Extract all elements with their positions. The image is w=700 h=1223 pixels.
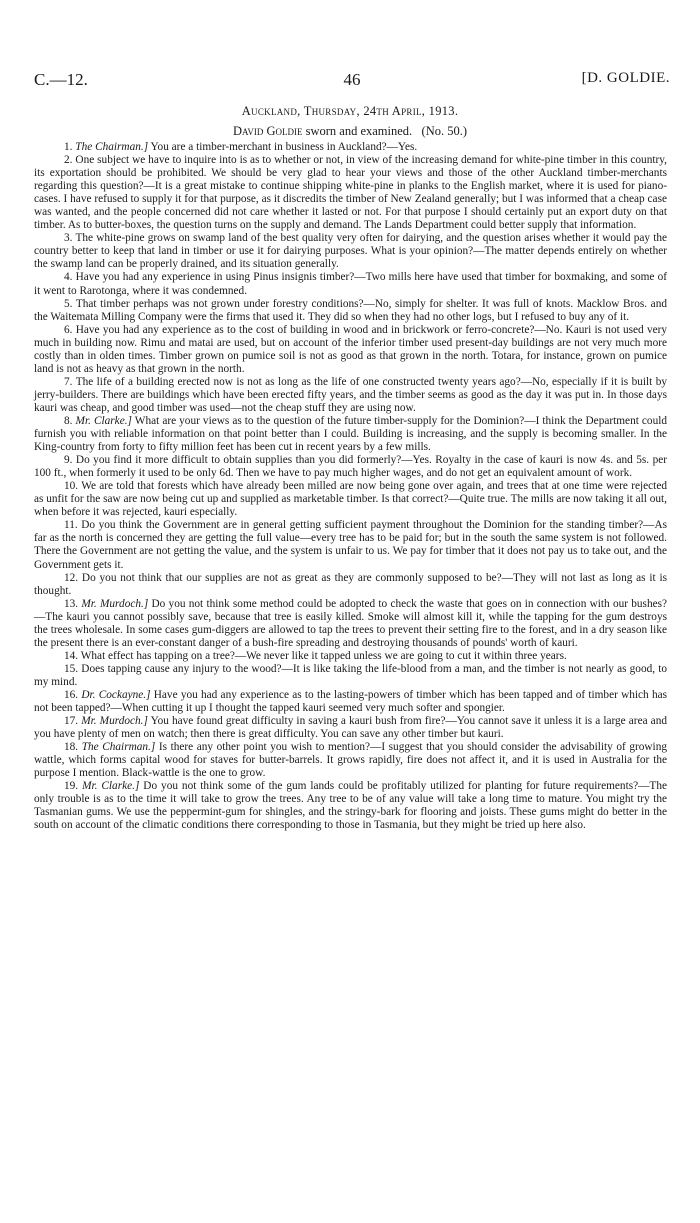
question-text: Have you had any experience in using Pinus insignis timber?—Two mills here have used that timber for boxmaking, and some of it went to Rarotonga, where it was condemned. [34,271,668,297]
question-paragraph [34,480,667,519]
question-text: That timber perhaps was not grown under forestry conditions?—No, simply for shelter. It was full of knots. Macklow Bros. and the Waitemata Milling Company were the firms that used it. They did so when they had no other logs, but I refused to buy any of it. [34,297,667,323]
question-paragraph [34,271,667,297]
question-number: 10. [64,480,82,493]
question-text: Have you had any experience as to the lasting-powers of timber which has been tapped and of timber which has not been tapped?—When cutting it up I thought the tapped kauri seemed very much softer and spongier. [34,688,668,715]
question-number: 15. [64,662,82,675]
question-number: 18. [64,741,82,754]
question-text: Does tapping cause any injury to the wood?—It is like taking the life-blood from a man, and the timber is not nearly as good, to my mind. [34,662,668,688]
question-paragraph [34,376,667,415]
question-text: You are a timber-merchant in business in Auckland?—Yes. [150,141,418,153]
question-paragraph [34,454,667,480]
evidence-body [34,141,667,832]
question-paragraph [34,650,667,663]
question-paragraph [34,741,667,780]
question-number: 6. [64,323,76,336]
question-number: 7. [64,375,76,388]
question-paragraph [34,519,667,571]
question-text: The white-pine grows on swamp land of the best quality very often for dairying, and the question arises whether it would pay the country better to keep that land in timber or use it for dairying purposes. What is your opinion?—The matter depends entirely on whether the swamp land can be properly drained, and its situation generally. [34,232,668,271]
speaker-name: The Chairman.] [81,741,156,754]
question-paragraph [34,154,667,232]
question-number: 2. [64,154,76,167]
question-text: Do you not think some of the gum lands could be profitably utilized for planting for future requirements?—The only trouble is as to the time it will take to grow the trees. Any tree to be of any value will take a long time to mature. You might try the Tasmanian gums. We use the peppermint-gum for shingles, and the stringy-bark for flooring and joists. These gums might do better in the south on account of the climatic conditions there corresponding to those in Tasmania, but they might be tried up here also. [34,780,667,832]
question-paragraph [34,298,667,324]
question-text: The life of a building erected now is not as long as the life of one constructed twenty years ago?—No, especially if it is built by jerry-builders. There are buildings which have been erected fifty years, and the timber seems as good as the day it was put in. In those days kauri was cheap, and good timber was used—not the cheap stuff they are using now. [34,375,667,414]
question-number: 12. [64,571,82,584]
question-number: 17. [64,715,82,728]
witness-name: David Goldie [232,124,303,138]
speaker-name: Dr. Cockayne.] [81,688,151,701]
question-number: 11. [64,519,82,532]
question-paragraph [34,141,667,154]
page-number: 46 [343,70,361,89]
question-text: Do you find it more difficult to obtain supplies than you did formerly?—Yes. Royalty in the case of kauri is now 4s. and 5s. per 100 ft., when formerly it used to be only 6d. Then we have to pay much higher wages, and do not get an equivalent amount of work. [34,454,667,480]
question-text: You have found great difficulty in saving a kauri bush from fire?—You cannot save it unless it is a large area and you have plenty of men on watch; then there is great difficulty. You can save any other timber but kauri. [34,715,667,741]
question-paragraph [34,415,667,454]
witness-number: (No. 50.) [421,124,468,138]
witness-running-head: [D. GOLDIE. [581,70,670,86]
question-paragraph [34,572,667,598]
question-text: What effect has tapping on a tree?—We never like it tapped unless we are going to cut it within three years. [80,649,567,662]
question-paragraph [34,689,667,715]
question-number: 5. [64,297,76,310]
question-number: 4. [64,271,76,284]
question-number: 19. [64,780,83,793]
question-text: Do you think the Government are in general getting sufficient payment throughout the Dominion for the standing timber?—As far as the north is concerned they are getting the full value—every tree has to be paid for; but in the south the same system is not followed. There the Government are not getting the value, and the system is unfair to us. We pay for timber that it does not pay us to take out, and the Government gets it. [34,519,668,571]
question-paragraph [34,780,667,832]
meeting-place-date: Auckland, Thursday, 24th April, 1913. [241,104,459,118]
question-text: Do you not think some method could be adopted to check the waste that goes on in connection with our bushes?—The kauri you cannot possibly save, because that tree is easily killed. Smoke will almost kill it, while the tapping for the gum destroys the trees wholesale. In some cases gum-diggers are allowed to tap the trees to prevent their setting fire to the forest, and in a dry season like the present there is an ever-constant danger of a bush-fire spreading and destroying thousands of pounds' worth of kauri. [34,597,668,649]
question-text: One subject we have to inquire into is as to whether or not, in view of the increasing demand for white-pine timber in this country, its exportation should be prohibited. We should be very glad to hear your views and those of the other Auckland timber-merchants regarding this question?—It is a great mistake to continue shipping white-pine in planks to the English market, where it is used for piano-cases. I have refused to supply it for that purpose, as it discredits the timber of New Zealand generally; but I was informed that a cheap case was wanted, and the people concerned did not care whether it lasted or not. For that purpose I should certainly put an export duty on that timber. As to butter-boxes, the question turns on the supply and demand. The Lands Department could better supply that information. [34,154,667,232]
question-paragraph [34,663,667,689]
question-text: Is there any other point you wish to mention?—I suggest that you should consider the advisability of growing wattle, which forms capital wood for staves for butter-barrels. It grows rapidly, fire does not affect it, and it is used in Australia for the purpose I mention. Black-wattle is the one to grow. [34,741,667,780]
question-paragraph [34,324,667,376]
question-number: 9. [64,454,76,467]
speaker-name: Mr. Murdoch.] [81,597,149,610]
question-paragraph [34,232,667,271]
question-paragraph [34,598,667,650]
question-text: What are your views as to the question of the future timber-supply for the Dominion?—I think the Department could furnish you with reliable information on that point better than I could. Building is increasing, and the supply is becoming smaller. In the King-country from forty to fifty million feet has been cut in recent years by a few mills. [34,414,668,454]
question-number: 8. [64,414,76,427]
question-number: 14. [64,649,81,662]
sworn-text: sworn and examined. [305,124,413,138]
speaker-name: The Chairman.] [75,141,149,153]
question-number: 16. [64,688,82,701]
question-number: 13. [64,597,82,610]
speaker-name: Mr. Clarke.] [82,780,140,793]
page-header [34,70,670,94]
speaker-name: Mr. Murdoch.] [81,715,148,728]
question-paragraph [34,715,667,741]
question-number: 3. [64,232,76,245]
witness-sworn-line [0,124,700,139]
question-number: 1. [64,141,76,153]
paper-reference: C.—12. [34,70,88,89]
question-text: Do you not think that our supplies are not as great as they are commonly supposed to be?—They will not last as long as it is thought. [34,571,667,597]
question-text: We are told that forests which have already been milled are now being gone over again, and trees that at one time were rejected as unfit for the saw are now being cut up and supplied as marketable timber. Is that correct?—Quite true. The mills are now taking it all out, when before it was rejected, kauri especially. [34,480,667,519]
question-text: Have you had any experience as to the cost of building in wood and in brickwork or ferro-concrete?—No. Kauri is not used very much in building now. Rimu and matai are used, but on account of the inferior timber used present-day buildings are not very much more costly than in olden times. Timber grown on pumice soil is not as good as that grown in the north. Totara, for instance, grown on pumice land is not as heavy as that grown in the north. [34,323,668,375]
speaker-name: Mr. Clarke.] [75,414,132,427]
